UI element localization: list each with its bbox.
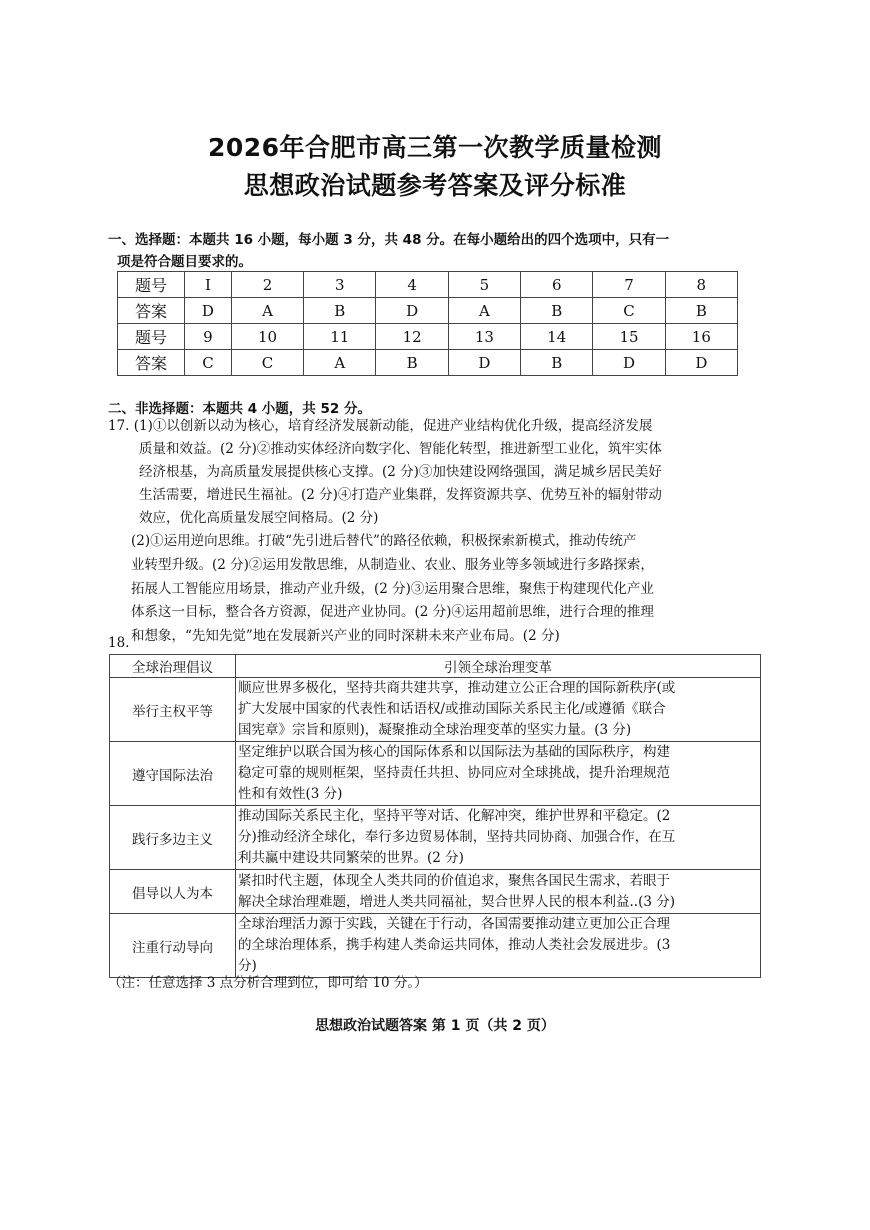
- q18-note: （注：任意选择 3 点分析合理到位，即可给 10 分。）: [108, 975, 428, 991]
- question-number: 5: [448, 272, 520, 298]
- q17-line: 生活需要，增进民生福祉。(2 分)④打造产业集群，发挥资源共享、优势互补的辐射带动: [139, 487, 662, 503]
- initiative-label: 遵守国际法治: [110, 742, 236, 806]
- explanation-line: 顺应世界多极化，坚持共商共建共享，推动建立公正合理的国际新秩序(或: [238, 680, 676, 696]
- title-line-1: 2026年合肥市高三第一次教学质量检测: [207, 133, 663, 162]
- answer-cell: B: [665, 298, 737, 324]
- question-number: 11: [304, 324, 376, 350]
- answer-cell: B: [521, 298, 593, 324]
- q17-line: 业转型升级。(2 分)②运用发散思维，从制造业、农业、服务业等多领域进行多路探索，: [131, 557, 654, 573]
- q17-line: 17. (1)①以创新以动为核心，培育经济发展新动能，促进产业结构优化升级，提高经济发展: [108, 418, 653, 434]
- q17-line: 经济根基，为高质量发展提供核心支撑。(2 分)③加快建设网络强国，满足城乡居民美好: [139, 464, 662, 480]
- question-number: 13: [448, 324, 520, 350]
- answer-cell: D: [665, 350, 737, 376]
- explanation-line: 的全球治理体系，携手构建人类命运共同体，推动人类社会发展进步。(3: [238, 937, 671, 953]
- answer-row: [118, 350, 738, 376]
- page-footer: 思想政治试题答案 第 1 页（共 2 页）: [315, 1018, 555, 1034]
- q17-line: 拓展人工智能应用场景，推动产业升级，(2 分)③运用聚合思维，聚焦于构建现代化产业: [131, 581, 654, 597]
- question-number-row: [118, 272, 738, 298]
- explanation-line: 推动国际关系民主化，坚持平等对话、化解冲突，维护世界和平稳定。(2: [238, 808, 671, 824]
- title-line-2: 思想政治试题参考答案及评分标准: [243, 171, 627, 200]
- explanation-line: 分)推动经济全球化，奉行多边贸易体制，坚持共同协商、加强合作，在互: [238, 829, 676, 845]
- question-number: 4: [376, 272, 448, 298]
- q17-line: 体系这一目标，整合各方资源，促进产业协同。(2 分)④运用超前思维，进行合理的推理: [131, 604, 654, 620]
- global-governance-table: [109, 654, 761, 978]
- question-number: 16: [665, 324, 737, 350]
- q17-line: 质量和效益。(2 分)②推动实体经济向数字化、智能化转型，推进新型工业化，筑牢实体: [139, 441, 662, 457]
- row-label: 答案: [118, 350, 185, 376]
- question-number: 15: [593, 324, 665, 350]
- initiative-explanation: [236, 870, 761, 914]
- table-row: [110, 914, 761, 978]
- row-label: 题号: [118, 272, 185, 298]
- answer-cell: D: [448, 350, 520, 376]
- explanation-line: 全球治理活力源于实践，关键在于行动，各国需要推动建立更加公正合理: [238, 916, 670, 932]
- row-label: 题号: [118, 324, 185, 350]
- question-18-number: 18.: [108, 635, 130, 651]
- column-header: 引领全球治理变革: [236, 655, 761, 678]
- explanation-line: 分): [238, 958, 257, 974]
- table-header-row: [110, 655, 761, 678]
- q17-line: 和想象，“先知先觉”地在发展新兴产业的同时深耕未来产业布局。(2 分): [131, 628, 560, 644]
- question-number: 8: [665, 272, 737, 298]
- question-number: I: [185, 272, 232, 298]
- answer-cell: C: [185, 350, 232, 376]
- q17-line: (2)①运用逆向思维。打破“先引进后替代”的路径依赖，积极探索新模式，推动传统产: [131, 533, 637, 549]
- answer-cell: A: [231, 298, 303, 324]
- section1-heading-line-1: 一、选择题：本题共 16 小题，每小题 3 分，共 48 分。在每小题给出的四个选项中，只有一: [108, 232, 670, 248]
- initiative-explanation: [236, 806, 761, 870]
- answer-row: [118, 298, 738, 324]
- explanation-line: 紧扣时代主题，体现全人类共同的价值追求，聚焦各国民生需求，若眼于: [238, 872, 670, 889]
- answer-cell: C: [593, 298, 665, 324]
- answer-cell: D: [185, 298, 232, 324]
- question-number: 12: [376, 324, 448, 350]
- explanation-line: 稳定可靠的规则框架，坚持责任共担、协同应对全球挑战，提升治理规范: [238, 765, 670, 781]
- explanation-line: 坚定维护以联合国为核心的国际体系和以国际法为基础的国际秩序，构建: [238, 744, 670, 760]
- section2-heading: 二、非选择题：本题共 4 小题，共 52 分。: [108, 401, 371, 417]
- table-row: [110, 742, 761, 806]
- table-row: [110, 870, 761, 914]
- question-number: 7: [593, 272, 665, 298]
- question-number: 9: [185, 324, 232, 350]
- table-row: [110, 806, 761, 870]
- section1-heading-line-2: 项是符合题目要求的。: [117, 254, 252, 270]
- answer-cell: B: [521, 350, 593, 376]
- answer-cell: A: [304, 350, 376, 376]
- explanation-line: 利共赢中建设共同繁荣的世界。(2 分): [238, 850, 464, 866]
- initiative-explanation: [236, 742, 761, 806]
- initiative-explanation: [236, 678, 761, 742]
- question-number: 2: [231, 272, 303, 298]
- explanation-line: 国宪章》宗旨和原则)，凝聚推动全球治理变革的坚实力量。(3 分): [238, 722, 632, 738]
- question-number: 14: [521, 324, 593, 350]
- answer-cell: B: [304, 298, 376, 324]
- explanation-line: 解决全球治理难题，增进人类共同福祉，契合世界人民的根本利益..(3 分): [238, 893, 675, 910]
- question-number-row: [118, 324, 738, 350]
- answer-cell: D: [376, 298, 448, 324]
- question-number: 6: [521, 272, 593, 298]
- q17-line: 效应，优化高质量发展空间格局。(2 分): [139, 510, 379, 526]
- answer-cell: C: [231, 350, 303, 376]
- initiative-label: 注重行动导向: [110, 914, 236, 978]
- row-label: 答案: [118, 298, 185, 324]
- answer-cell: D: [593, 350, 665, 376]
- initiative-label: 举行主权平等: [110, 678, 236, 742]
- column-header: 全球治理倡议: [110, 655, 236, 678]
- answer-cell: A: [448, 298, 520, 324]
- question-number: 3: [304, 272, 376, 298]
- table-row: [110, 678, 761, 742]
- multiple-choice-answer-table: [117, 271, 738, 376]
- initiative-explanation: [236, 914, 761, 978]
- initiative-label: 倡导以人为本: [110, 870, 236, 914]
- answer-cell: B: [376, 350, 448, 376]
- question-number: 10: [231, 324, 303, 350]
- explanation-line: 扩大发展中国家的代表性和话语权/或推动国际关系民主化/或遵循《联合: [238, 701, 666, 717]
- explanation-line: 性和有效性(3 分): [238, 786, 343, 802]
- initiative-label: 践行多边主义: [110, 806, 236, 870]
